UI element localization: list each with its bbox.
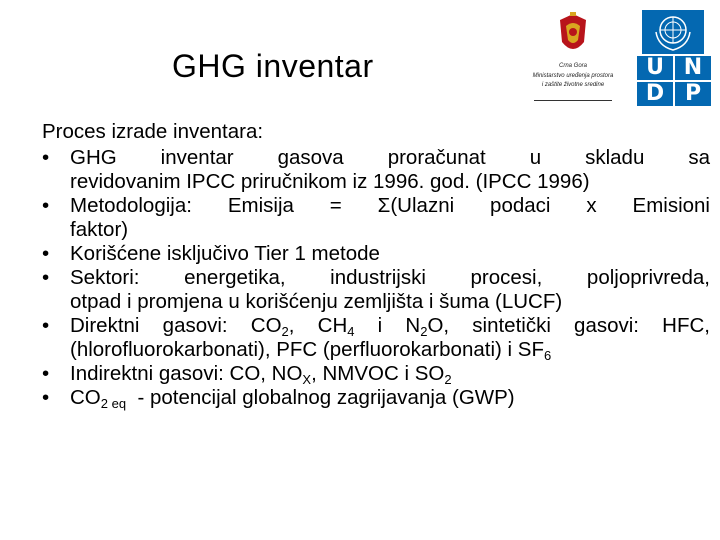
text-run: , CH [288, 314, 348, 337]
list-item [42, 362, 710, 386]
bullet-marker: • [42, 314, 50, 337]
bullet-list [42, 146, 710, 410]
bullet-marker: • [42, 194, 50, 217]
subscript: 6 [543, 348, 552, 363]
text-run: Indirektni gasovi: CO, NO [70, 362, 303, 385]
list-item [42, 314, 710, 362]
bullet-text: Sektori: energetika, industrijski procesi, poljoprivreda, [70, 266, 710, 289]
subscript: 2 [281, 324, 289, 339]
bullet-marker: • [42, 242, 50, 265]
undp-letter-u: U [637, 56, 673, 80]
logo-divider [534, 100, 612, 101]
bullet-text: GHG inventar gasova proračunat u skladu sa [70, 146, 710, 169]
intro-text: Proces izrade inventara: [42, 120, 264, 143]
bullet-text: revidovanim IPCC priručnikom iz 1996. god. (IPCC 1996) [70, 170, 590, 193]
undp-letter-n: N [675, 56, 711, 80]
text-run: Direktni gasovi: CO [70, 314, 282, 337]
bullet-marker: • [42, 386, 50, 409]
bullet-text [70, 386, 710, 410]
list-item [42, 242, 710, 266]
list-item [42, 266, 710, 314]
bullet-text: otpad i promjena u korišćenju zemljišta i šuma (LUCF) [70, 290, 563, 313]
text-run: - potencijal globalnog zagrijavanja (GWP) [126, 386, 515, 409]
undp-letter-p: P [675, 82, 711, 106]
list-item [42, 194, 710, 242]
bullet-marker: • [42, 362, 50, 385]
montenegro-crest-icon [556, 12, 590, 58]
text-run: , NMVOC i SO [311, 362, 445, 385]
subscript: X [302, 372, 312, 387]
bullet-text [70, 362, 710, 386]
text-run: CO [70, 386, 101, 409]
montenegro-ministry-logo [528, 12, 618, 102]
bullet-text [70, 338, 710, 362]
subscript: 4 [347, 324, 355, 339]
ministry-line-1: Crna Gora [558, 63, 587, 69]
undp-logo [634, 10, 712, 105]
slide-title: GHG inventar [172, 48, 374, 84]
bullet-text: Korišćene isključivo Tier 1 metode [70, 242, 380, 265]
text-run: i N [354, 314, 421, 337]
bullet-text [70, 314, 710, 338]
list-item [42, 386, 710, 410]
subscript: 2 [420, 324, 428, 339]
bullet-text: Metodologija: Emisija = Σ(Ulazni podaci x Emisioni [70, 194, 710, 217]
ministry-line-3: i zaštite životne sredine [541, 82, 605, 88]
subscript: 2 [444, 372, 452, 387]
bullet-marker: • [42, 266, 50, 289]
bullet-marker: • [42, 146, 50, 169]
subscript: 2 eq [100, 396, 127, 411]
ministry-line-2: Ministarstvo uređenja prostora [532, 73, 614, 79]
undp-letter-d: D [637, 82, 673, 106]
text-run: O, sintetički gasovi: HFC, [427, 314, 711, 337]
un-emblem-icon [642, 10, 704, 54]
bullet-text: faktor) [70, 218, 129, 241]
text-run: (hlorofluorokarbonati), PFC (perfluorokarbonati) i SF [70, 338, 544, 361]
slide-body [42, 120, 710, 410]
list-item [42, 146, 710, 194]
